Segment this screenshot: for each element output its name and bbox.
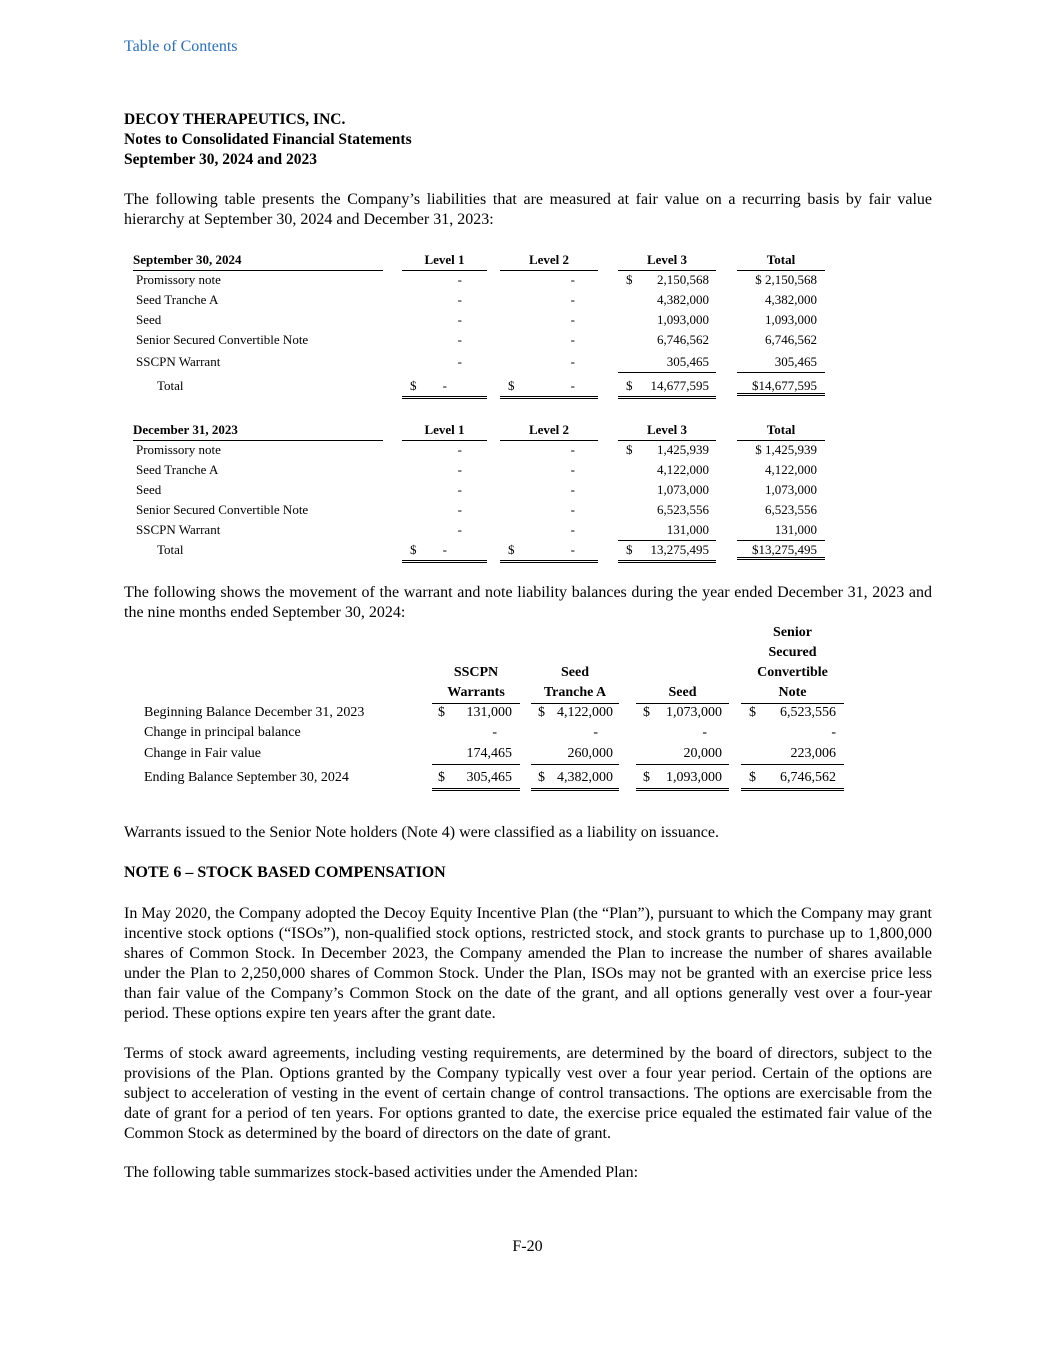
column-header: Level 1 — [402, 250, 487, 271]
level2-total-cell — [500, 540, 598, 563]
senior-note-value: 6,523,556 — [780, 705, 836, 720]
currency-symbol: $ — [643, 705, 650, 720]
fair-value-table-2024 — [0, 250, 1055, 400]
row-label: SSCPN Warrant — [136, 522, 221, 537]
currency-symbol: $ — [438, 705, 445, 720]
row-label: Senior Secured Convertible Note — [136, 332, 309, 347]
header-line: Senior — [773, 625, 812, 640]
level3-value: 131,000 — [618, 520, 716, 541]
currency-symbol: $ — [749, 770, 756, 785]
currency-symbol: $ — [749, 705, 756, 720]
level3-value: 1,425,939 — [657, 442, 709, 457]
level1-value: - — [457, 502, 462, 517]
column-header: Level 3 — [618, 250, 716, 271]
currency-symbol: $ — [626, 378, 633, 393]
level1-total-cell — [402, 376, 487, 399]
currency-symbol: $ — [626, 442, 633, 457]
total-value: 6,746,562 — [765, 332, 817, 347]
senior-note-value: - — [831, 725, 836, 740]
note6-paragraph-3: The following table summarizes stock-based activities under the Amended Plan: — [124, 1164, 639, 1181]
level3-total-cell — [618, 376, 716, 399]
movement-table — [0, 623, 1055, 798]
movement-paragraph: The following shows the movement of the warrant and note liability balances during the year ended December 31, 2023 and the nine months ended September 30, 2024: — [124, 584, 932, 621]
level3-value: 1,073,000 — [657, 482, 709, 497]
total-value: $ 2,150,568 — [755, 272, 817, 287]
level1-value: - — [457, 292, 462, 307]
row-label: Senior Secured Convertible Note — [136, 502, 309, 517]
column-header: Level 2 — [500, 250, 598, 271]
grand-total: $13,275,495 — [737, 540, 825, 560]
row-label: Promissory note — [136, 442, 221, 457]
level1-value: - — [457, 522, 462, 537]
table-title: December 31, 2023 — [133, 420, 383, 441]
note6-heading: NOTE 6 – STOCK BASED COMPENSATION — [124, 864, 446, 881]
seed-tranche-a-value: 260,000 — [531, 744, 619, 765]
sscpn-total-cell — [432, 768, 520, 791]
seed-tranche-a-value: 4,122,000 — [557, 705, 613, 720]
row-label: Beginning Balance December 31, 2023 — [144, 705, 365, 720]
seed-tranche-a-value: - — [593, 725, 598, 740]
column-header: Level 1 — [402, 420, 487, 441]
column-header-senior-secured-note — [741, 623, 844, 704]
total-value: 1,073,000 — [765, 482, 817, 497]
intro-paragraph: The following table presents the Company’s liabilities that are measured at fair value on a recurring basis by fair value hierarchy at September 30, 2024 and December 31, 2023: — [124, 191, 932, 228]
column-header: Level 3 — [618, 420, 716, 441]
header-line: Tranche A — [543, 685, 607, 700]
seed-value: 1,073,000 — [666, 705, 722, 720]
level2-total: - — [570, 378, 575, 393]
senior-note-total-cell — [741, 768, 844, 791]
column-header-seed — [636, 683, 729, 704]
level3-value: 305,465 — [618, 352, 716, 373]
level1-value: - — [457, 482, 462, 497]
currency-symbol: $ — [538, 770, 545, 785]
fair-value-table-2023 — [0, 420, 1055, 565]
senior-note-value: 223,006 — [741, 744, 844, 765]
level2-value: - — [570, 272, 575, 287]
level1-value: - — [457, 272, 462, 287]
seed-value: 20,000 — [636, 744, 729, 765]
level2-value: - — [570, 462, 575, 477]
level3-value: 4,382,000 — [657, 292, 709, 307]
header-line: Seed — [561, 665, 589, 680]
total-value: 305,465 — [737, 352, 825, 373]
currency-symbol: $ — [410, 542, 417, 557]
total-row-label: Total — [157, 542, 184, 557]
level3-value: 4,122,000 — [657, 462, 709, 477]
total-value: $ 1,425,939 — [755, 442, 817, 457]
level2-value: - — [570, 502, 575, 517]
level3-total: 13,275,495 — [650, 542, 709, 557]
level2-value: - — [570, 354, 575, 369]
row-label: Ending Balance September 30, 2024 — [144, 770, 349, 785]
sscpn-warrants-value: 174,465 — [432, 744, 520, 765]
level2-value: - — [570, 442, 575, 457]
document-dates: September 30, 2024 and 2023 — [124, 151, 318, 168]
header-line: Secured — [768, 645, 817, 660]
currency-symbol: $ — [508, 542, 515, 557]
level2-total-cell — [500, 376, 598, 399]
currency-symbol: $ — [508, 378, 515, 393]
total-value: 4,122,000 — [765, 462, 817, 477]
page-number: F-20 — [512, 1238, 543, 1255]
level1-total: - — [442, 378, 447, 393]
total-value: 4,382,000 — [765, 292, 817, 307]
header-line: Seed — [668, 685, 697, 700]
row-label: Change in principal balance — [144, 725, 301, 740]
document-subtitle: Notes to Consolidated Financial Statements — [124, 131, 412, 148]
column-header: Total — [737, 250, 825, 271]
level1-total-cell — [402, 540, 487, 563]
level3-total-cell — [618, 540, 716, 563]
header-line: Note — [778, 685, 807, 700]
header-line: Warrants — [447, 685, 505, 700]
total-value: 6,523,556 — [765, 502, 817, 517]
level1-value: - — [457, 354, 462, 369]
column-header-sscpn-warrants — [432, 663, 520, 704]
currency-symbol: $ — [626, 272, 633, 287]
level1-value: - — [457, 442, 462, 457]
level2-total: - — [570, 542, 575, 557]
row-label: Change in Fair value — [144, 746, 262, 761]
level3-value: 6,523,556 — [657, 502, 709, 517]
row-label: Promissory note — [136, 272, 221, 287]
note6-paragraph-2: Terms of stock award agreements, including vesting requirements, are determined by the board of directors, subject to the provisions of the Plan. Options granted by the Company typically vest over a four year period. Certain of the options are subject to acceleration of vesting in the event of certain change of control transactions. The options are exercisable from the date of grant for a period of ten years. For options granted to date, the exercise price equaled the estimated fair value of the Common Stock as determined by the board of directors on the date of grant. — [124, 1045, 932, 1142]
header-line: SSCPN — [453, 665, 499, 680]
level1-value: - — [457, 462, 462, 477]
level1-value: - — [457, 312, 462, 327]
total-row-label: Total — [157, 378, 184, 393]
currency-symbol: $ — [538, 705, 545, 720]
seed-tranche-a-value: 4,382,000 — [557, 770, 613, 785]
company-name: DECOY THERAPEUTICS, INC. — [124, 111, 346, 128]
sscpn-warrants-value: 305,465 — [466, 770, 512, 785]
currency-symbol: $ — [643, 770, 650, 785]
level3-value: 1,093,000 — [657, 312, 709, 327]
column-header-seed-tranche-a — [531, 663, 619, 704]
column-header: Level 2 — [500, 420, 598, 441]
grand-total: $14,677,595 — [737, 376, 825, 396]
level2-value: - — [570, 292, 575, 307]
note6-paragraph-1: In May 2020, the Company adopted the Decoy Equity Incentive Plan (the “Plan”), pursuant to which the Company may grant incentive stock options (“ISOs”), non-qualified stock options, restricted stock, and stock grants to purchase up to 1,800,000 shares of Common Stock. In December 2023, the Company amended the Plan to increase the number of shares available under the Plan to 2,250,000 shares of Common Stock. Under the Plan, ISOs may not be granted with an exercise price less than fair value of the Company’s Common Stock on the date of the grant, and all options generally vest over a four-year period. These options expire ten years after the grant date. — [124, 905, 932, 1022]
senior-note-value: 6,746,562 — [780, 770, 836, 785]
row-label: Seed — [136, 312, 162, 327]
seed-value: - — [702, 725, 707, 740]
level2-value: - — [570, 482, 575, 497]
currency-symbol: $ — [438, 770, 445, 785]
seed-tranche-a-total-cell — [531, 768, 619, 791]
seed-total-cell — [636, 768, 729, 791]
level2-value: - — [570, 312, 575, 327]
sscpn-warrants-value: - — [492, 725, 497, 740]
row-label: Seed — [136, 482, 162, 497]
column-header: Total — [737, 420, 825, 441]
level3-value: 2,150,568 — [657, 272, 709, 287]
total-value: 131,000 — [737, 520, 825, 541]
sscpn-warrants-value: 131,000 — [466, 705, 512, 720]
level3-total: 14,677,595 — [650, 378, 709, 393]
warrants-paragraph: Warrants issued to the Senior Note holders (Note 4) were classified as a liability on issuance. — [124, 824, 719, 841]
level2-value: - — [570, 522, 575, 537]
seed-value: 1,093,000 — [666, 770, 722, 785]
row-label: SSCPN Warrant — [136, 354, 221, 369]
level2-value: - — [570, 332, 575, 347]
row-label: Seed Tranche A — [136, 462, 219, 477]
header-line: Convertible — [757, 665, 828, 680]
row-label: Seed Tranche A — [136, 292, 219, 307]
level3-value: 6,746,562 — [657, 332, 709, 347]
level1-value: - — [457, 332, 462, 347]
currency-symbol: $ — [410, 378, 417, 393]
currency-symbol: $ — [626, 542, 633, 557]
table-of-contents-link[interactable]: Table of Contents — [124, 38, 238, 55]
level1-total: - — [442, 542, 447, 557]
table-title: September 30, 2024 — [133, 250, 383, 271]
total-value: 1,093,000 — [765, 312, 817, 327]
